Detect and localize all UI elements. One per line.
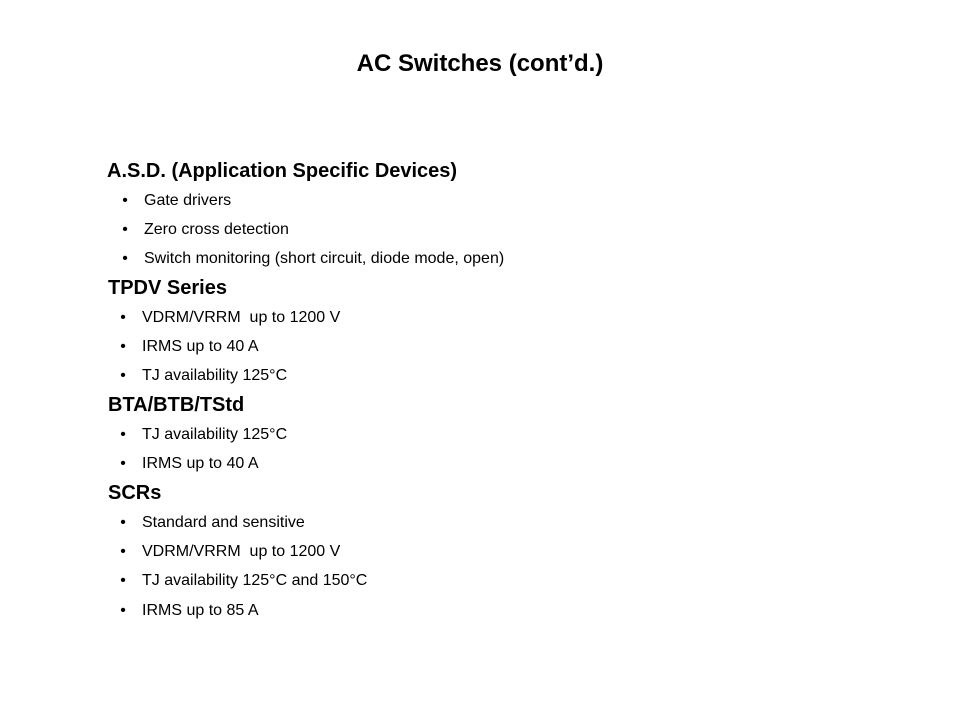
bullet-text: Gate drivers [144,192,232,209]
bullet-text: Switch monitoring (short circuit, diode mode, open) [144,250,505,267]
bullet-text: IRMS up to 40 A [142,338,259,355]
bullet-item [118,186,504,215]
bullet-icon: • [120,309,126,326]
bullet-icon: • [120,426,126,443]
bullet-item [116,537,367,566]
bullet-icon: • [122,221,128,238]
bullet-item [118,244,504,273]
bullet-item [116,449,287,478]
section-bta-btb-tstd [108,391,287,478]
section-heading-asd: A.S.D. (Application Specific Devices) [107,160,458,182]
bullet-item [118,215,504,244]
bullet-item [116,508,367,537]
slide-title: AC Switches (cont’d.) [356,50,604,77]
bullet-text: VDRM/VRRM up to 1200 V [142,543,341,560]
bullet-text: VDRM/VRRM up to 1200 V [142,309,341,326]
bullet-text: Zero cross detection [144,221,289,238]
section-scrs [108,479,367,625]
bullet-item [116,596,367,625]
bullet-icon: • [122,250,128,267]
bullet-icon: • [120,543,126,560]
section-heading-bta-btb-tstd: BTA/BTB/TStd [108,394,245,416]
bullet-icon: • [120,514,126,531]
bullet-text: Standard and sensitive [142,514,305,531]
bullet-text: IRMS up to 85 A [142,602,259,619]
bullet-list-scrs [116,508,367,625]
bullet-list-bta-btb-tstd [116,420,287,478]
bullet-list-asd [118,186,504,273]
section-heading-scrs: SCRs [108,482,162,504]
bullet-item [116,361,340,390]
bullet-text: IRMS up to 40 A [142,455,259,472]
bullet-item [116,303,340,332]
bullet-item [116,420,287,449]
bullet-text: TJ availability 125°C and 150°C [142,572,368,589]
section-asd [107,157,504,273]
bullet-icon: • [120,367,126,384]
bullet-icon: • [120,572,126,589]
bullet-text: TJ availability 125°C [142,367,288,384]
bullet-item [116,566,367,595]
bullet-icon: • [122,192,128,209]
section-tpdv [108,274,340,390]
bullet-text: TJ availability 125°C [142,426,288,443]
bullet-icon: • [120,338,126,355]
bullet-icon: • [120,455,126,472]
section-heading-tpdv: TPDV Series [108,277,227,299]
bullet-item [116,332,340,361]
bullet-list-tpdv [116,303,340,390]
bullet-icon: • [120,602,126,619]
